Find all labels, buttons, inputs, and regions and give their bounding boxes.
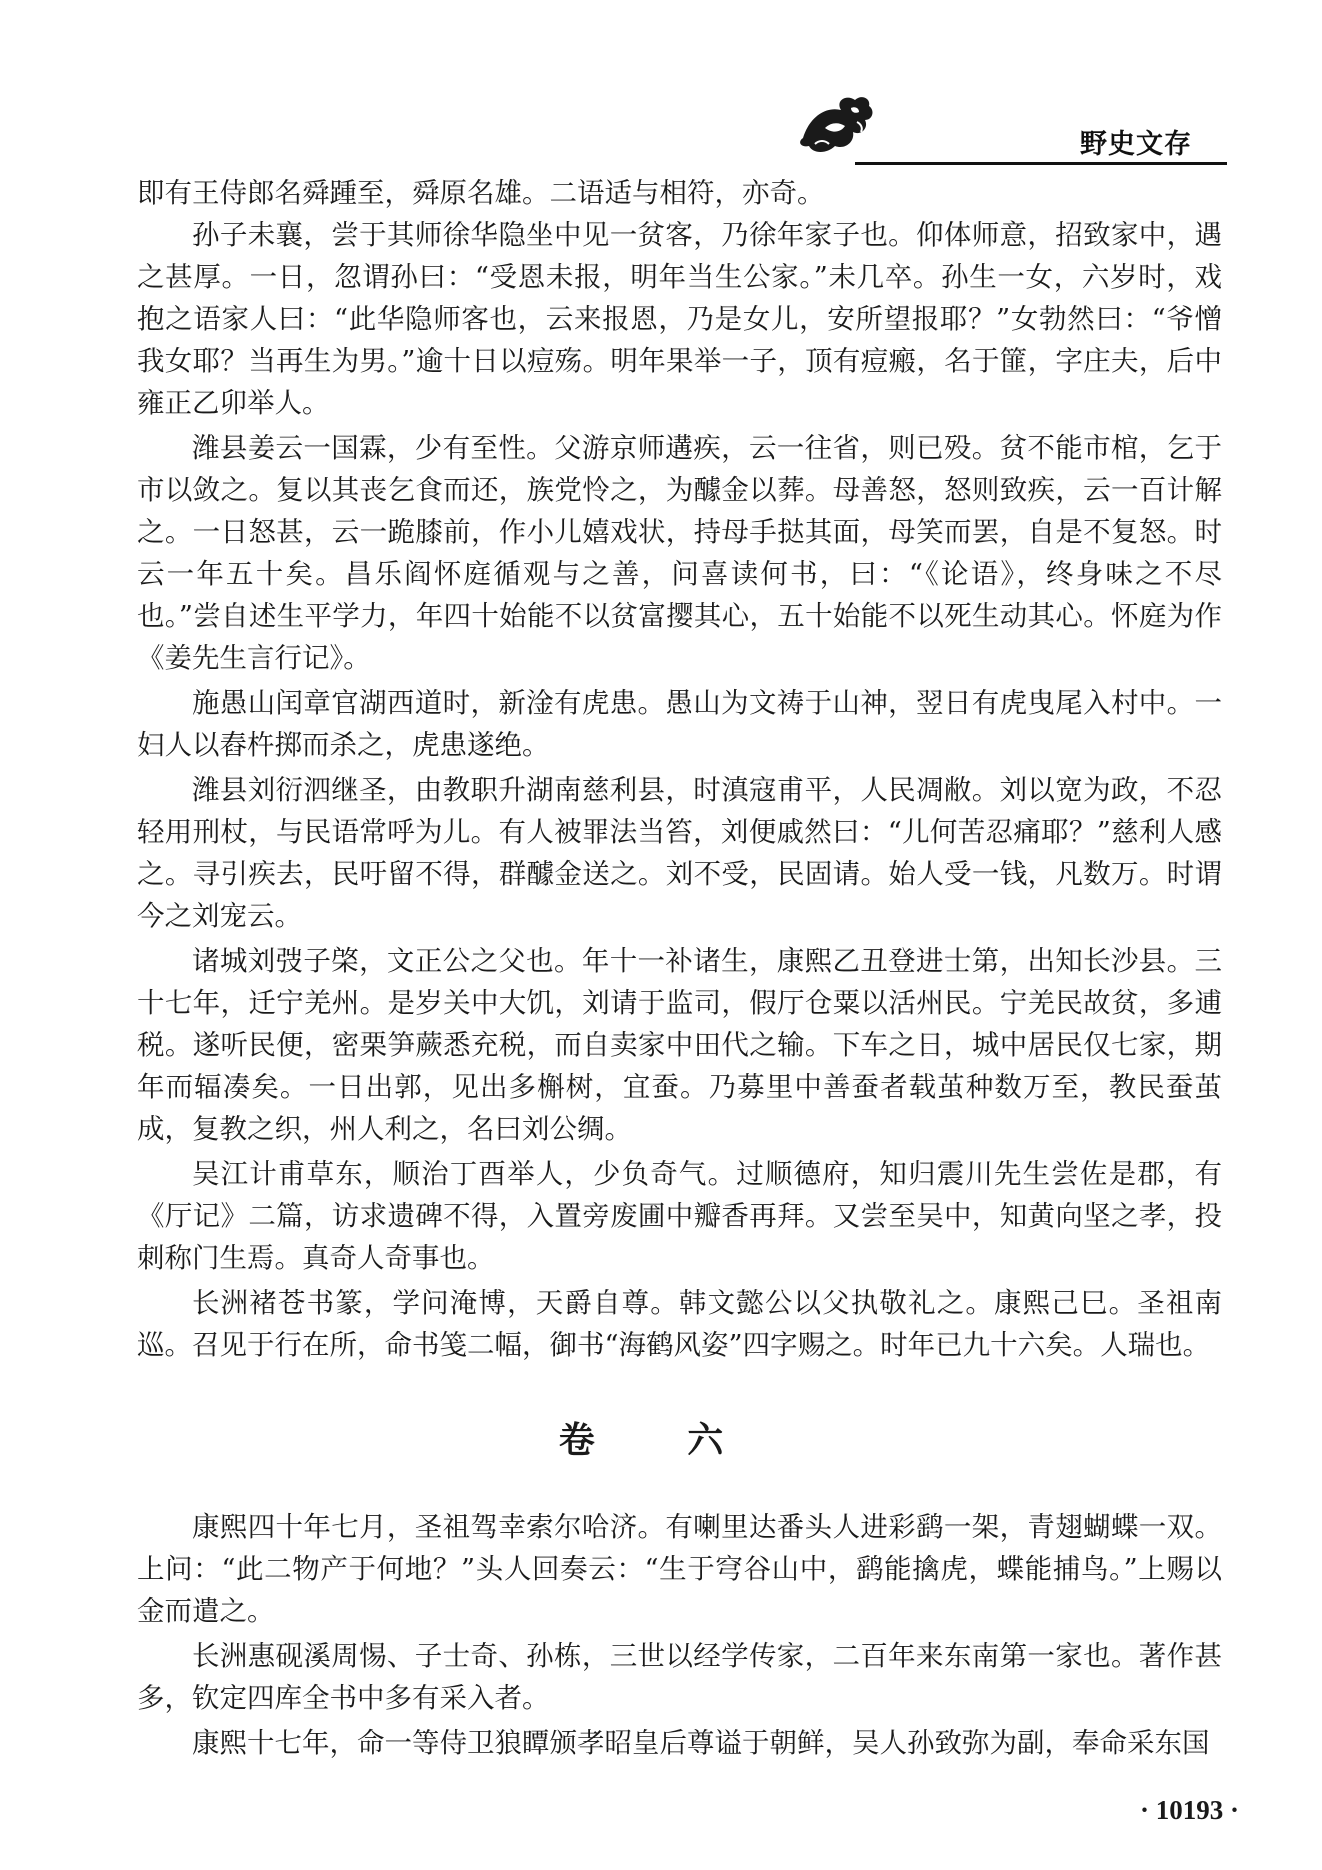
paragraph: 孙子未襄，尝于其师徐华隐坐中见一贫客，乃徐年家子也。仰体师意，招致家中，遇之甚厚。一日，忽谓孙曰：“受恩未报，明年当生公家。”未几卒。孙生一女，六岁时，戏抱之语家人曰：“此华隐师客也，云来报恩，乃是女儿，安所望报耶？”女勃然曰：“爷憎我女耶？当再生为男。”逾十日以痘殇。明年果举一子，顶有痘瘢，名于篚，字庄夫，后中雍正乙卯举人。 — [137, 219, 1222, 419]
header-rule — [855, 162, 1227, 165]
paragraph: 康熙十七年，命一等侍卫狼瞫颁孝昭皇后尊谥于朝鲜，吴人孙致弥为副，奉命采东国 — [192, 1727, 1210, 1759]
paragraph: 潍县姜云一国霖，少有至性。父游京师遘疾，云一往省，则已殁。贫不能市棺，乞于市以敛之。复以其丧乞食而还，族党怜之，为醵金以葬。母善怒，怒则致疾，云一百计解之。一日怒甚，云一跪膝前，作小儿嬉戏状，持母手挞其面，母笑而罢，自是不复怒。时云一年五十矣。昌乐阎怀庭循观与之善，问喜读何书，曰：“《论语》，终身味之不尽也。”尝自述生平学力，年四十始能不以贫富撄其心，五十始能不以死生动其心。怀庭为作《姜先生言行记》。 — [137, 432, 1222, 674]
page-header — [0, 0, 1322, 170]
paragraph: 诸城刘弢子棨，文正公之父也。年十一补诸生，康熙乙丑登进士第，出知长沙县。三十七年，迁宁羌州。是岁关中大饥，刘请于监司，假厅仓粟以活州民。宁羌民故贫，多逋税。遂听民便，密栗笋蕨悉充税，而自卖家中田代之输。下车之日，城中居民仅七家，期年而辐凑矣。一日出郭，见出多槲树，宜蚕。乃募里中善蚕者载茧种数万至，教民蚕茧成，复教之织，州人利之，名曰刘公绸。 — [137, 945, 1222, 1145]
main-text-continued — [137, 1506, 1222, 1764]
paragraph: 康熙四十年七月，圣祖驾幸索尔哈济。有喇里达番头人进彩鹞一架，青翅蝴蝶一双。上问：“此二物产于何地？”头人回奏云：“生于穹谷山中，鹞能擒虎，蝶能捕鸟。”上赐以金而遣之。 — [137, 1511, 1222, 1627]
paragraph: 长洲惠砚溪周惕、子士奇、孙栋，三世以经学传家，二百年来东南第一家也。著作甚多，钦定四库全书中多有采入者。 — [137, 1640, 1222, 1714]
running-header-title: 野史文存 — [1080, 129, 1192, 160]
dragon-emblem-icon — [795, 88, 881, 160]
section-title: 卷 六 — [558, 1420, 764, 1461]
paragraph: 潍县刘衍泗继圣，由教职升湖南慈利县，时滇寇甫平，人民凋敝。刘以宽为政，不忍轻用刑杖，与民语常呼为儿。有人被罪法当笞，刘便戚然曰：“儿何苦忍痛耶？”慈利人感之。寻引疾去，民吁留不得，群醵金送之。刘不受，民固请。始人受一钱，凡数万。时谓今之刘宠云。 — [137, 774, 1222, 932]
paragraph: 吴江计甫草东，顺治丁酉举人，少负奇气。过顺德府，知归震川先生尝佐是郡，有《厅记》二篇，访求遗碑不得，入置旁废圃中瓣香再拜。又尝至吴中，知黄向坚之孝，投刺称门生焉。真奇人奇事也。 — [137, 1158, 1222, 1274]
page-number: · 10193 · — [1140, 1795, 1240, 1825]
paragraph: 长洲褚苍书篆，学问淹博，天爵自尊。韩文懿公以父执敬礼之。康熙己巳。圣祖南巡。召见于行在所，命书笺二幅，御书“海鹤风姿”四字赐之。时年已九十六矣。人瑞也。 — [137, 1287, 1222, 1361]
main-text — [137, 172, 1222, 1366]
paragraph: 即有王侍郎名舜踵至，舜原名雄。二语适与相符，亦奇。 — [137, 177, 825, 209]
paragraph: 施愚山闰章官湖西道时，新淦有虎患。愚山为文祷于山神，翌日有虎曳尾入村中。一妇人以舂杵掷而杀之，虎患遂绝。 — [137, 687, 1222, 761]
